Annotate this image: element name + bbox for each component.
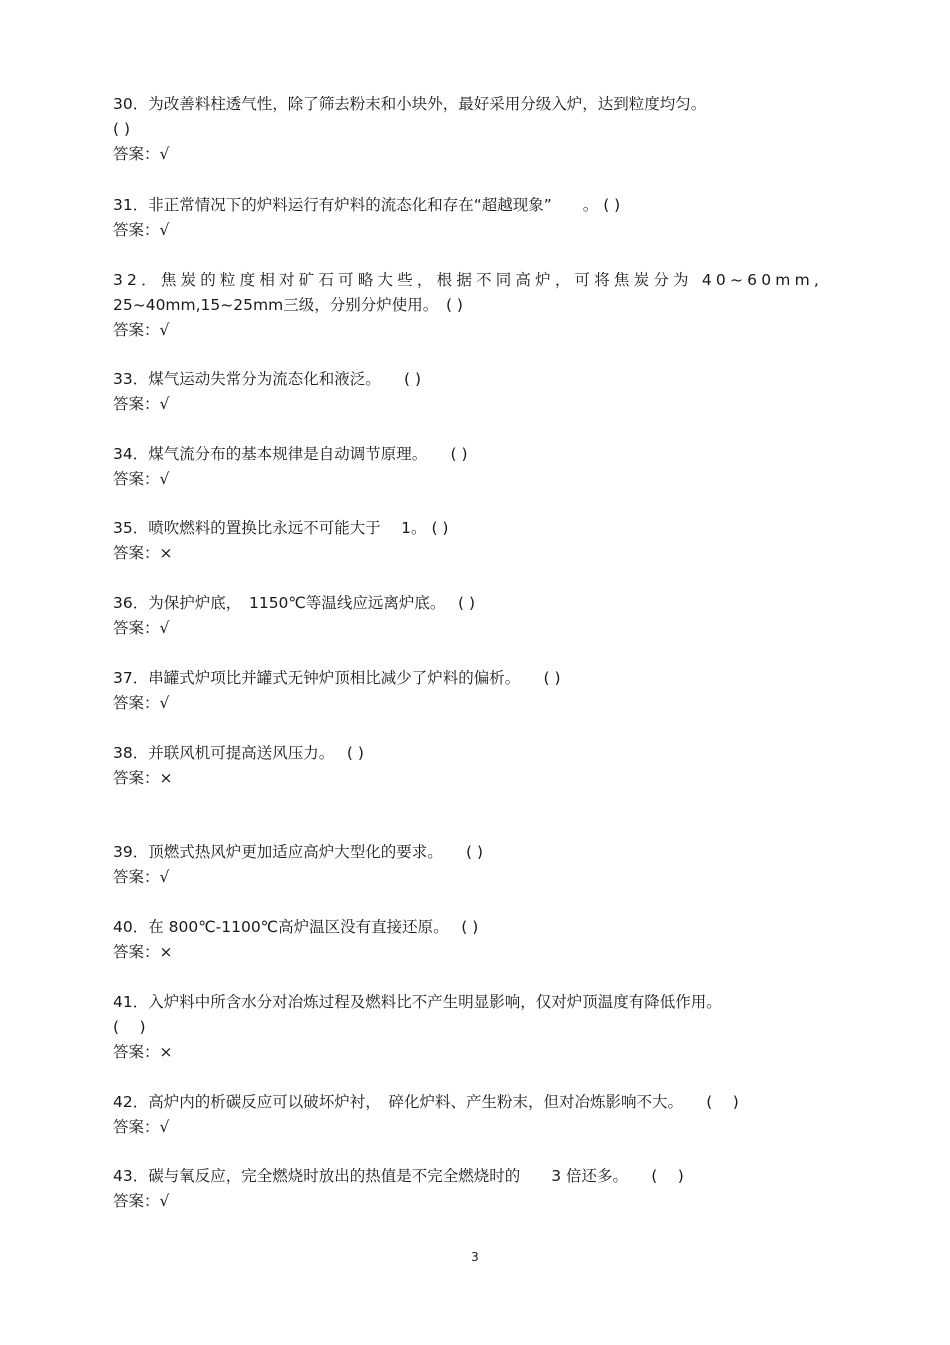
answer-text: 答案：√ [113,395,170,413]
question-text: 37．串罐式炉项比并罐式无钟炉顶相比减少了炉料的偏析。 ( ) [113,669,561,687]
answer-text: 答案：√ [113,145,170,163]
question-34 [113,442,873,492]
question-37 [113,666,873,716]
question-text: 38．并联风机可提高送风压力。 ( ) [113,744,364,762]
question-38 [113,741,873,791]
answer-text: 答案：√ [113,1192,170,1210]
question-40 [113,915,873,965]
question-41 [113,990,873,1065]
question-32 [113,268,873,343]
question-text: 34．煤气流分布的基本规律是自动调节原理。 ( ) [113,445,468,463]
question-text: ( ) [113,1018,146,1036]
question-30 [113,92,873,167]
question-text: 32．焦炭的粒度相对矿石可略大些，根据不同高炉，可将焦炭分为 40~60mm, [113,271,824,289]
answer-text: 答案：× [113,769,173,787]
question-text: 30．为改善料柱透气性，除了筛去粉末和小块外，最好采用分级入炉，达到粒度均匀。 [113,95,707,113]
answer-text: 答案：√ [113,868,170,886]
question-text: 42．高炉内的析碳反应可以破坏炉衬， 碎化炉料、产生粉末，但对冶炼影响不大。 ( ) [113,1093,739,1111]
question-39 [113,840,873,890]
question-text: 41．入炉料中所含水分对冶炼过程及燃料比不产生明显影响，仅对炉顶温度有降低作用。 [113,993,722,1011]
answer-text: 答案：√ [113,321,170,339]
question-text: 31．非正常情况下的炉料运行有炉料的流态化和存在“超越现象” 。 ( ) [113,196,621,214]
question-31 [113,193,873,243]
question-text: 43．碳与氧反应，完全燃烧时放出的热值是不完全燃烧时的 3 倍还多。 ( ) [113,1167,684,1185]
answer-text: 答案：√ [113,470,170,488]
page-number: 3 [471,1250,479,1264]
question-33 [113,367,873,417]
answer-text: 答案：× [113,1043,173,1061]
question-text: 39．顶燃式热风炉更加适应高炉大型化的要求。 ( ) [113,843,483,861]
question-35 [113,516,873,566]
answer-text: 答案：√ [113,221,170,239]
question-36 [113,591,873,641]
question-text: 25~40mm,15~25mm三级，分别分炉使用。 ( ) [113,296,463,314]
answer-text: 答案：√ [113,694,170,712]
question-43 [113,1164,873,1214]
question-text: 40．在 800℃-1100℃高炉温区没有直接还原。 ( ) [113,918,479,936]
question-text: 36．为保护炉底， 1150℃等温线应远离炉底。 ( ) [113,594,476,612]
question-42 [113,1090,873,1140]
question-text: 33．煤气运动失常分为流态化和液泛。 ( ) [113,370,421,388]
answer-text: 答案：√ [113,1118,170,1136]
question-text: 35．喷吹燃料的置换比永远不可能大于 1。 ( ) [113,519,449,537]
answer-text: 答案：× [113,943,173,961]
answer-text: 答案：√ [113,619,170,637]
answer-text: 答案：× [113,544,173,562]
question-text: ( ) [113,120,131,138]
